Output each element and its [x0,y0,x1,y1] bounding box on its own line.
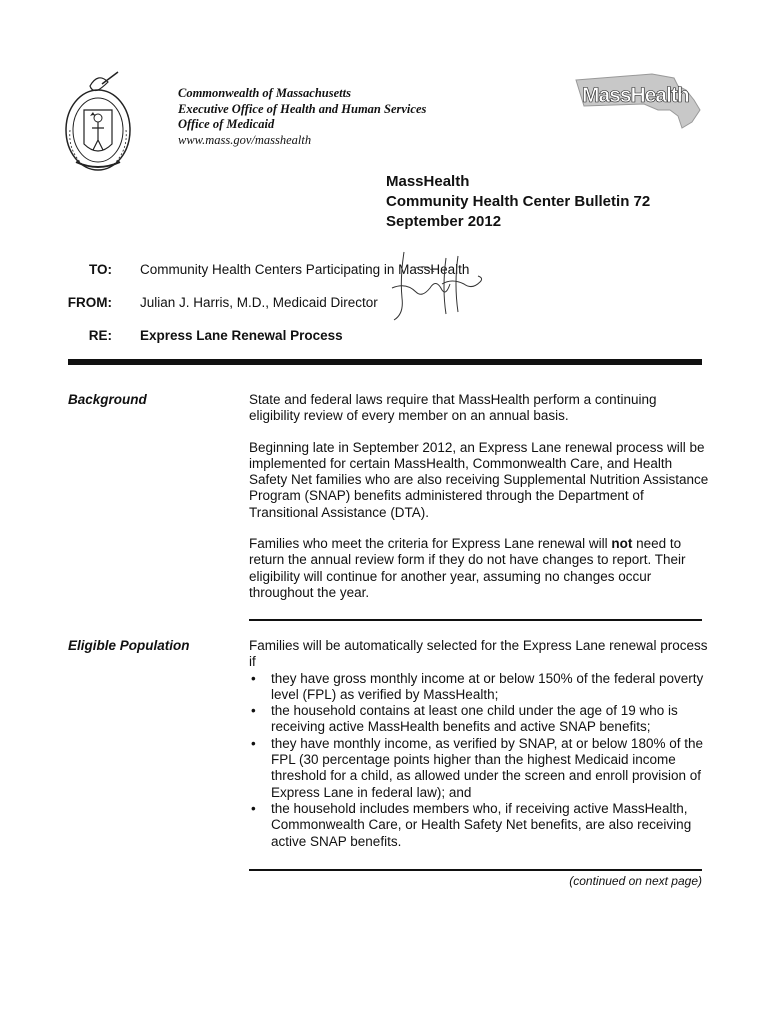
list-item: • they have monthly income, as verified by SNAP, at or below 180% of the FPL (30 percentage points higher than the highest Medicaid income threshold for a child, as allowed under the screen and enroll provision of Express Lane in federal law); and [249,736,709,801]
eligible-body [249,638,709,850]
memo-re-label: RE: [88,328,112,343]
eligible-intro: Families will be automatically selected for the Express Lane renewal process if [249,638,708,670]
state-seal-icon [62,66,134,174]
background-paragraph-2: Beginning late in September 2012, an Express Lane renewal process will be implemented for certain MassHealth, Commonwealth Care, and Health Safety Net families who are also receiving Supplemental Nutrition Assistance Program (SNAP) benefits administered through the Department of Transitional Assistance (DTA). [249,439,709,520]
agency-line-medicaid: Office of Medicaid [178,117,275,131]
header-divider [68,359,702,365]
memo-from-value: Julian J. Harris, M.D., Medicaid Director [140,295,378,310]
agency-header [178,86,426,148]
memo-to-label: TO: [89,262,112,277]
signature-icon [386,248,486,324]
memo-from-label: FROM: [67,295,112,310]
memo-to-value: Community Health Centers Participating in MassHealth [140,262,470,277]
agency-line-state: Commonwealth of Massachusetts [178,86,351,100]
background-body [249,392,709,616]
background-paragraph-1: State and federal laws require that MassHealth perform a continuing eligibility review of every member on an annual basis. [249,392,657,424]
list-item: • the household includes members who, if receiving active MassHealth, Commonwealth Care, or Health Safety Net benefits, are also receiving active SNAP benefits. [249,801,709,850]
list-item: • they have gross monthly income at or below 150% of the federal poverty level (FPL) as verified by MassHealth; [249,671,709,704]
bulletin-title: Community Health Center Bulletin 72 [386,193,651,210]
eligible-heading: Eligible Population [68,638,190,653]
memo-re-value: Express Lane Renewal Process [140,328,343,343]
agency-url: www.mass.gov/masshealth [178,132,312,147]
bulletin-program: MassHealth [386,173,470,190]
p3-text-start: Families who meet the criteria for Express Lane renewal will [249,536,612,552]
bulletin-date: September 2012 [386,213,502,230]
bulletin-heading [386,172,650,232]
list-item: • the household contains at least one child under the age of 19 who is receiving active MassHealth benefits and active SNAP benefits; [249,703,709,736]
p3-emphasis: not [611,536,633,552]
continued-note: (continued on next page) [569,874,702,888]
background-heading: Background [68,392,147,407]
p3-text-end: need to return the annual review form if they do not have changes to report. Their eligibility will continue for another year, assuming no changes occur throughout the year. [249,536,686,600]
background-paragraph-3 [249,536,709,601]
eligible-criteria-list [249,671,709,850]
masshealth-logo-text: MassHealth [582,84,689,107]
footer-divider [249,869,702,871]
agency-line-office: Executive Office of Health and Human Services [178,101,427,116]
section-divider [249,619,702,621]
